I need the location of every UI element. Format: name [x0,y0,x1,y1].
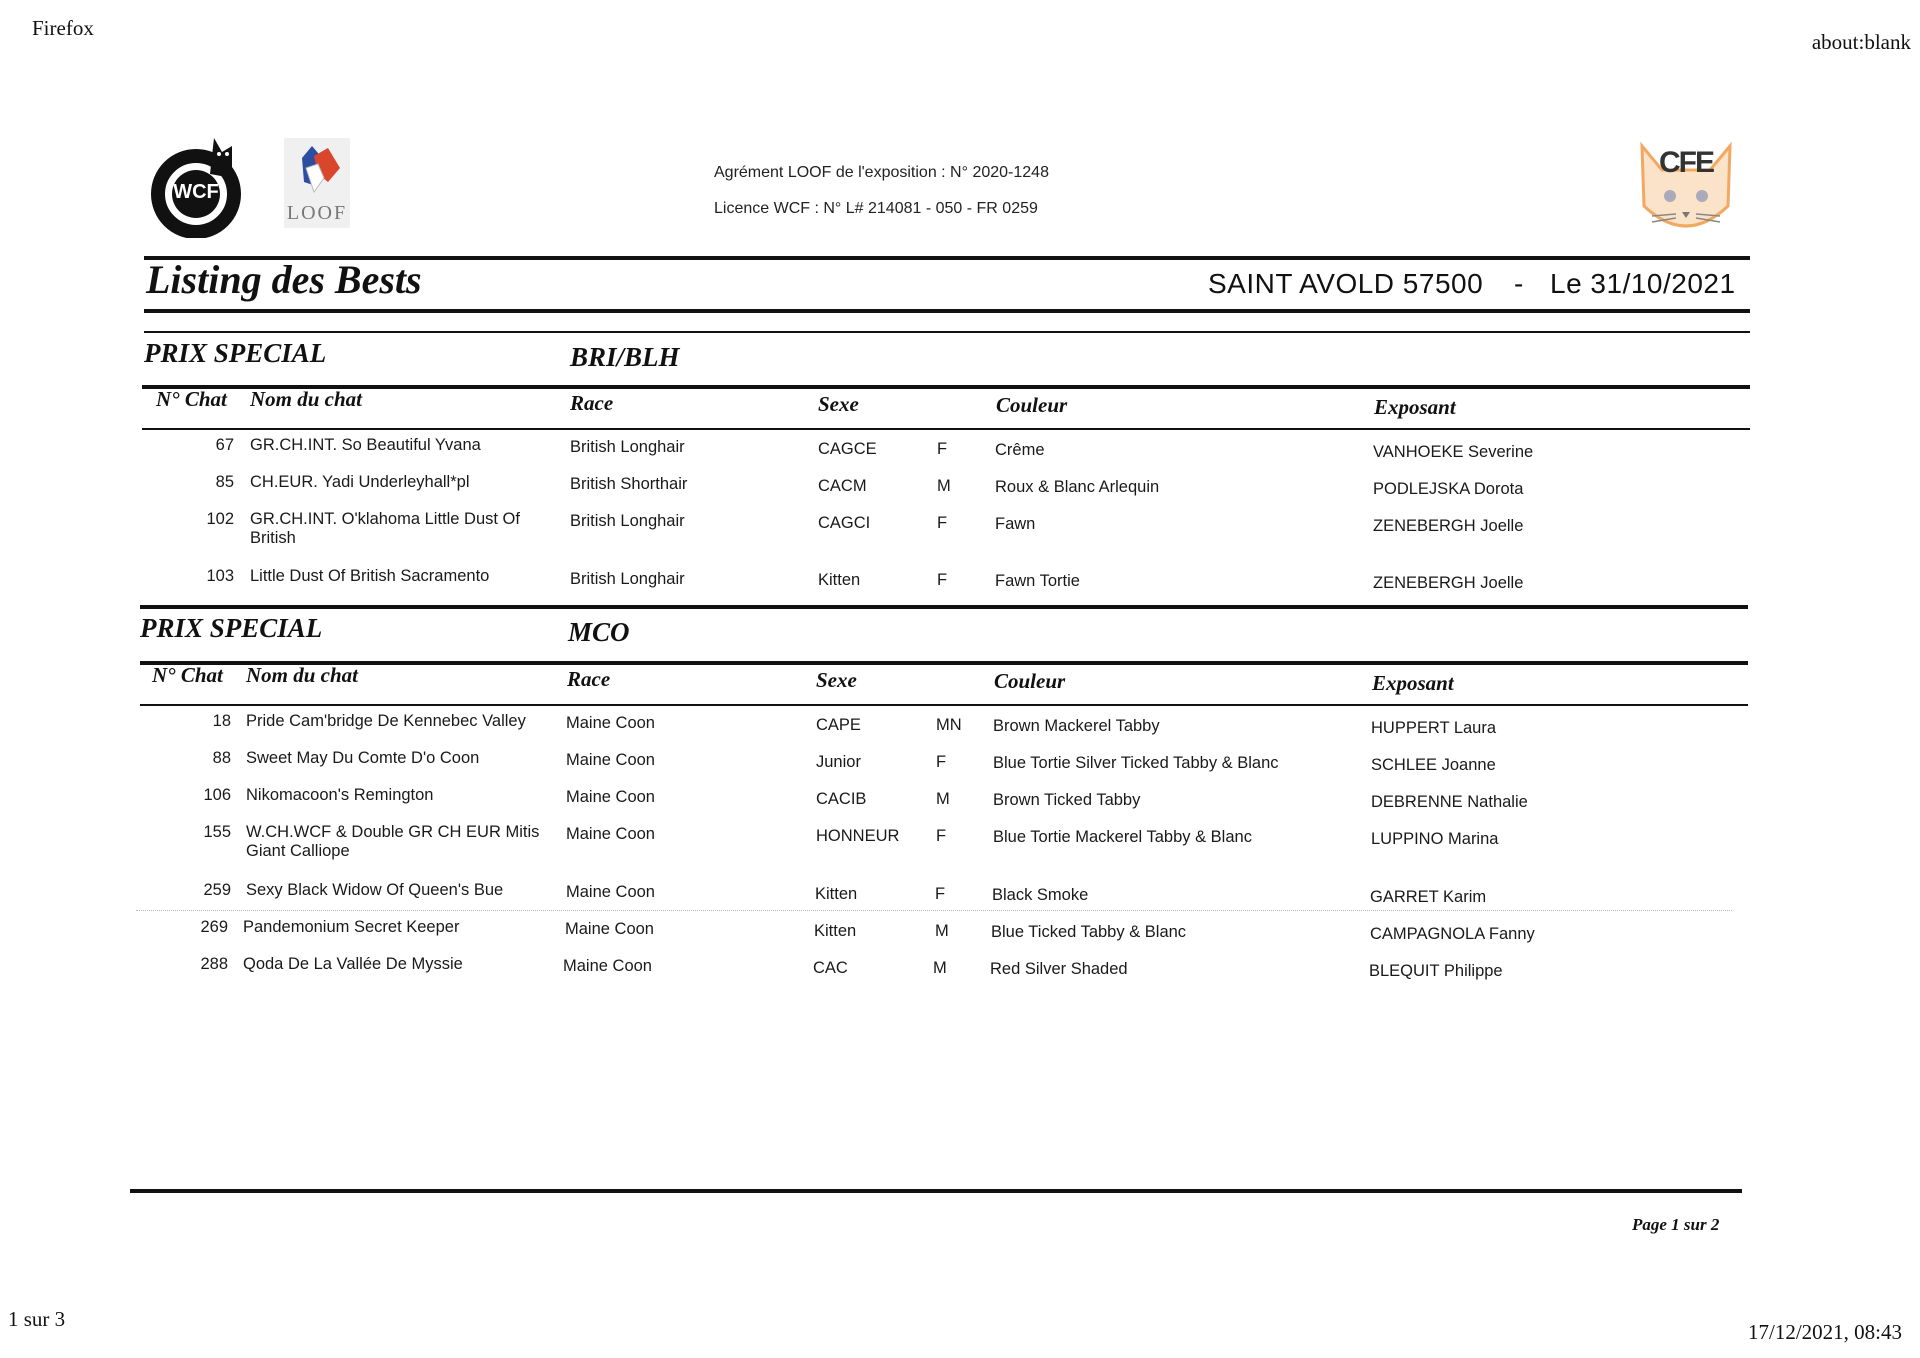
cat-owner: PODLEJSKA Dorota [1373,480,1524,498]
title-dash: - [1514,268,1524,299]
cat-name: W.CH.WCF & Double GR CH EUR Mitis Giant Calliope [246,823,540,860]
cat-title: CAPE [816,716,861,734]
cat-sex: F [937,440,948,458]
cat-name: Pride Cam'bridge De Kennebec Valley [246,712,526,730]
cat-name: GR.CH.INT. O'klahoma Little Dust Of British [250,510,520,547]
cat-number: 269 [200,918,228,936]
cat-number: 85 [215,473,234,491]
cat-color: Fawn Tortie [995,572,1080,590]
cat-owner: CAMPAGNOLA Fanny [1370,925,1535,943]
col-sexe-header: Sexe [816,668,857,692]
col-num-header: N° Chat [152,663,223,687]
section-top-rule [140,605,1748,609]
section-title: PRIX SPECIAL [140,613,323,643]
cat-race: British Longhair [570,570,685,588]
cat-race: Maine Coon [566,825,655,843]
cat-title: Kitten [814,922,857,940]
cat-sex: F [937,571,948,589]
cat-race: Maine Coon [566,883,655,901]
cat-color: Brown Ticked Tabby [993,791,1141,809]
footer-rule [130,1189,1742,1193]
cfe-logo-text: CFE [1659,146,1713,179]
browser-page-counter: 1 sur 3 [8,1307,66,1331]
cat-color: Roux & Blanc Arlequin [995,478,1160,496]
cat-sex: F [936,827,947,845]
section-title: PRIX SPECIAL [144,338,327,368]
loof-logo [284,138,350,228]
cat-name: GR.CH.INT. So Beautiful Yvana [250,436,481,454]
cat-number: 18 [212,712,231,730]
browser-datetime: 17/12/2021, 08:43 [1747,1320,1902,1344]
cat-owner: VANHOEKE Severine [1373,443,1534,461]
wcf-license: Licence WCF : N° L# 214081 - 050 - FR 0259 [714,200,1038,217]
cat-number: 102 [206,510,234,528]
cat-sex: F [935,885,946,903]
cat-name: Pandemonium Secret Keeper [243,918,460,936]
cat-color: Crême [995,441,1045,459]
cat-race: Maine Coon [563,957,652,975]
col-couleur-header: Couleur [996,393,1068,417]
cat-color: Brown Mackerel Tabby [993,717,1160,735]
cat-race: British Shorthair [570,475,688,493]
loof-agreement: Agrément LOOF de l'exposition : N° 2020-1248 [714,164,1049,181]
browser-app-name: Firefox [32,16,94,40]
cat-title: CACM [818,477,867,495]
col-race-header: Race [567,667,611,691]
header-top-rule [140,661,1748,665]
cat-owner: GARRET Karim [1370,888,1487,906]
cat-color: Black Smoke [992,886,1089,904]
cat-race: Maine Coon [566,751,655,769]
cat-color: Blue Tortie Silver Ticked Tabby & Blanc [993,754,1279,772]
show-location: SAINT AVOLD 57500 [1208,268,1484,299]
cat-name: Qoda De La Vallée De Myssie [243,955,463,973]
cat-title: CACIB [816,790,867,808]
section-group: BRI/BLH [570,342,680,372]
title-bottom-rule [144,309,1750,313]
cat-name: Little Dust Of British Sacramento [250,567,490,585]
col-num-header: N° Chat [156,387,227,411]
cat-number: 88 [212,749,231,767]
col-exposant-header: Exposant [1374,395,1456,419]
col-name-header: Nom du chat [250,387,363,411]
header-bottom-rule [140,704,1748,706]
cat-number: 106 [203,786,231,804]
cat-title: Junior [816,753,861,771]
cat-owner: SCHLEE Joanne [1371,756,1496,774]
col-sexe-header: Sexe [818,392,859,416]
cat-owner: BLEQUIT Philippe [1369,962,1503,980]
section-group: MCO [568,617,630,647]
page-title: Listing des Bests [146,257,422,302]
col-couleur-header: Couleur [994,669,1066,693]
section-top-rule [144,331,1750,333]
cat-number: 259 [203,881,231,899]
cat-title: CAGCI [818,514,871,532]
browser-url: about:blank [1811,30,1911,54]
cat-color: Red Silver Shaded [990,960,1128,978]
cat-name: CH.EUR. Yadi Underleyhall*pl [250,473,470,491]
row-divider [136,910,1732,911]
header-top-rule [142,385,1750,389]
cat-owner: DEBRENNE Nathalie [1371,793,1528,811]
cat-owner: ZENEBERGH Joelle [1373,517,1524,535]
cat-owner: HUPPERT Laura [1371,719,1497,737]
cat-title: Kitten [818,571,861,589]
page-number: Page 1 sur 2 [1632,1215,1720,1234]
col-name-header: Nom du chat [246,663,359,687]
cat-name: Nikomacoon's Remington [246,786,434,804]
cat-sex: M [936,790,950,808]
show-date: Le 31/10/2021 [1550,268,1736,299]
cat-name: Sexy Black Widow Of Queen's Bue [246,881,504,899]
wcf-logo-text: WCF [173,181,219,203]
cat-title: Kitten [815,885,858,903]
cat-title: HONNEUR [816,827,900,845]
cat-race: Maine Coon [566,788,655,806]
cat-number: 288 [200,955,228,973]
header-bottom-rule [142,428,1750,430]
cat-color: Blue Tortie Mackerel Tabby & Blanc [993,828,1252,846]
cat-sex: M [935,922,949,940]
cat-sex: M [937,477,951,495]
loof-logo-text: LOOF [286,202,348,224]
cat-name: Sweet May Du Comte D'o Coon [246,749,480,767]
cat-owner: LUPPINO Marina [1371,830,1499,848]
cat-number: 67 [215,436,234,454]
cat-race: Maine Coon [565,920,654,938]
cat-race: Maine Coon [566,714,655,732]
cat-race: British Longhair [570,512,685,530]
cfe-logo [1632,136,1740,248]
cat-number: 155 [203,823,231,841]
cat-sex: M [933,959,947,977]
cat-title: CAGCE [818,440,877,458]
cat-title: CAC [813,959,848,977]
cat-sex: F [936,753,947,771]
cat-race: British Longhair [570,438,685,456]
cat-color: Blue Ticked Tabby & Blanc [991,923,1187,941]
cat-owner: ZENEBERGH Joelle [1373,574,1524,592]
col-exposant-header: Exposant [1372,671,1454,695]
col-race-header: Race [570,391,614,415]
cat-sex: F [937,514,948,532]
cat-sex: MN [936,716,962,734]
cat-number: 103 [206,567,234,585]
wcf-logo [148,134,248,238]
cat-color: Fawn [995,515,1036,533]
